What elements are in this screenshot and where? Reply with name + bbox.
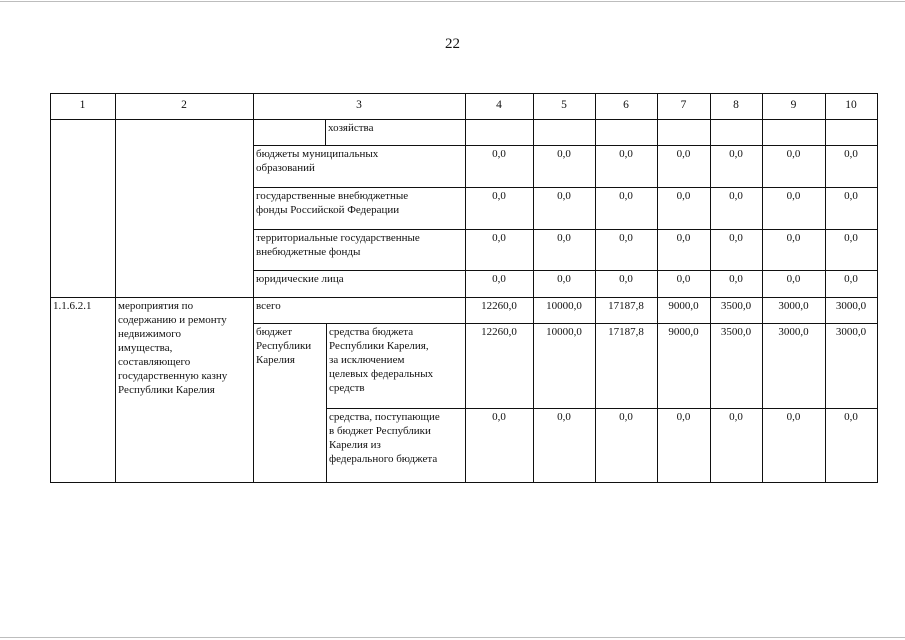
value-cell: 0,0	[492, 232, 506, 244]
value-cell	[657, 119, 710, 145]
value-cell: 17187,8	[608, 300, 644, 312]
item-code: 1.1.6.2.1	[53, 300, 92, 312]
value-cell: 0,0	[619, 411, 633, 423]
column-header: 1	[79, 99, 86, 111]
value-cell: 17187,8	[608, 326, 644, 338]
value-cell: 0,0	[786, 232, 801, 244]
value-cell	[710, 119, 762, 145]
value-cell: 0,0	[619, 148, 633, 160]
value-cell: 0,0	[844, 411, 858, 423]
value-cell: 0,0	[676, 273, 691, 285]
row-label: всего	[256, 300, 281, 312]
value-cell: 0,0	[844, 273, 858, 285]
column-header: 2	[181, 99, 187, 111]
column-header: 7	[680, 99, 687, 111]
row-label: средства бюджета Республики Карелия, за исключением целевых федеральных средств	[329, 326, 434, 394]
value-cell: 3000,0	[778, 326, 809, 338]
value-cell: 0,0	[729, 148, 743, 160]
value-cell	[762, 119, 825, 145]
value-cell: 3000,0	[835, 326, 867, 338]
value-cell: 0,0	[729, 273, 743, 285]
column-header: 6	[623, 99, 629, 111]
value-cell: 0,0	[557, 411, 571, 423]
value-cell: 0,0	[557, 190, 571, 202]
value-cell: 0,0	[844, 190, 858, 202]
value-cell: 12260,0	[481, 326, 517, 338]
row-label: территориальные государственные внебюджетные фонды	[256, 232, 420, 258]
value-cell: 0,0	[492, 273, 506, 285]
column-header: 10	[845, 99, 857, 111]
row-label: бюджеты муниципальных образований	[256, 148, 379, 174]
value-cell: 3500,0	[720, 300, 752, 312]
page-number: 22	[445, 36, 460, 52]
row-label: средства, поступающие в бюджет Республики Карелия из федерального бюджета	[329, 411, 440, 465]
row-label: государственные внебюджетные фонды Российской Федерации	[256, 190, 409, 216]
row-label: хозяйства	[328, 122, 374, 134]
value-cell: 0,0	[676, 148, 691, 160]
value-cell: 0,0	[786, 411, 801, 423]
value-cell: 3000,0	[835, 300, 867, 312]
scan-edge-top	[0, 1, 905, 2]
value-cell: 0,0	[676, 190, 691, 202]
value-cell: 0,0	[492, 148, 506, 160]
item-name: мероприятия по содержанию и ремонту недвижимого имущества, составляющего государственную казну Республики Карелия	[118, 300, 228, 396]
value-cell: 0,0	[729, 190, 743, 202]
column-header: 5	[561, 99, 567, 111]
value-cell: 10000,0	[546, 326, 582, 338]
value-cell: 0,0	[786, 273, 801, 285]
value-cell: 0,0	[729, 232, 743, 244]
column-header: 3	[356, 99, 362, 111]
value-cell	[465, 119, 533, 145]
value-cell: 12260,0	[481, 300, 517, 312]
value-cell: 0,0	[557, 273, 571, 285]
value-cell: 9000,0	[668, 300, 699, 312]
value-cell: 0,0	[676, 232, 691, 244]
value-cell	[825, 119, 877, 145]
value-cell: 0,0	[619, 273, 633, 285]
value-cell: 0,0	[557, 148, 571, 160]
column-rule	[877, 93, 878, 483]
scan-edge-bottom	[0, 637, 905, 638]
value-cell	[533, 119, 595, 145]
budget-group-label: бюджет Республики Карелия	[256, 326, 312, 366]
value-cell: 9000,0	[668, 326, 699, 338]
value-cell: 0,0	[786, 190, 801, 202]
value-cell: 0,0	[619, 190, 633, 202]
value-cell: 0,0	[844, 148, 858, 160]
value-cell: 10000,0	[546, 300, 582, 312]
value-cell: 0,0	[844, 232, 858, 244]
value-cell: 3000,0	[778, 300, 809, 312]
value-cell: 0,0	[786, 148, 801, 160]
value-cell: 0,0	[492, 190, 506, 202]
value-cell: 3500,0	[720, 326, 752, 338]
row-label: юридические лица	[256, 273, 344, 285]
value-cell: 0,0	[729, 411, 743, 423]
value-cell: 0,0	[619, 232, 633, 244]
value-cell: 0,0	[676, 411, 691, 423]
column-header: 8	[733, 99, 739, 111]
column-header: 9	[790, 99, 797, 111]
column-header: 4	[496, 99, 502, 111]
table-border-bottom	[50, 482, 878, 483]
value-cell: 0,0	[492, 411, 506, 423]
value-cell	[595, 119, 657, 145]
value-cell: 0,0	[557, 232, 571, 244]
